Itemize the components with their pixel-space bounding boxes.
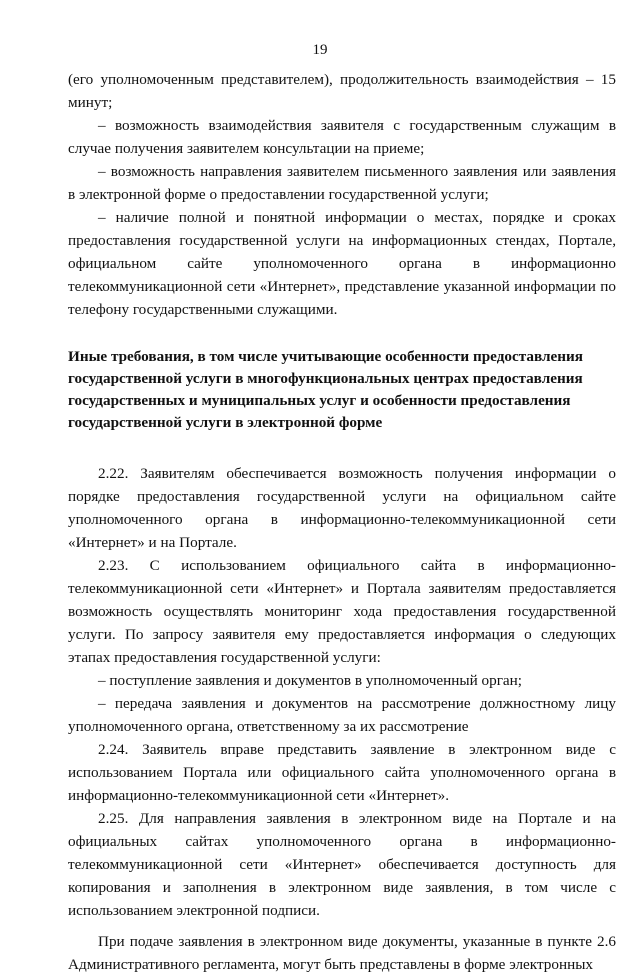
section-gap [68, 321, 616, 346]
section-heading-line: государственных и муниципальных услуг и особенности предоставления [68, 392, 571, 409]
list-item-written-application: – возможность направления заявителем письменного заявления или заявления в электронной форме о предоставлении государственной услуги; [68, 163, 616, 203]
section-heading-line: государственной услуги в электронной форме [68, 414, 383, 431]
section-heading-line: государственной услуги в многофункциональных центрах предоставления [68, 370, 583, 387]
paragraph-electronic-submission: При подаче заявления в электронном виде документы, указанные в пункте 2.6 Административного регламента, могут быть представлены в форме электронных [68, 933, 616, 973]
paragraph-2-22: 2.22. Заявителям обеспечивается возможность получения информации о порядке предоставления государственной услуги на официальном сайте уполномоченного органа в информационно-телекоммуникационной сети «Интернет» и на Портале. [68, 465, 616, 551]
section-heading [68, 346, 616, 434]
paragraph-gap [68, 922, 616, 930]
list-item-submission: – поступление заявления и документов в уполномоченный орган; [98, 672, 523, 689]
paragraph-continuation: (его уполномоченным представителем), продолжительность взаимодействия – 15 минут; [68, 71, 616, 111]
section-heading-line: Иные требования, в том числе учитывающие особенности предоставления [68, 348, 583, 365]
section-gap [68, 434, 616, 462]
paragraph-2-25: 2.25. Для направления заявления в электронном виде на Портале и на официальных сайтах уполномоченного органа в информационно-телекоммуникационной сети «Интернет» обеспечивается доступность для копирования и заполнения в электронном виде заявления, в том числе с использованием электронной подписи. [68, 810, 616, 919]
list-item-consultation: – возможность взаимодействия заявителя с государственным служащим в случае получения заявителем консультации на приеме; [68, 117, 616, 157]
paragraph-2-24: 2.24. Заявитель вправе представить заявление в электронном виде с использованием Портала или официального сайта уполномоченного органа в информационно-телекоммуникационной сети «Интернет». [68, 741, 616, 804]
list-item-transfer: – передача заявления и документов на рассмотрение должностному лицу уполномоченного органа, ответственному за их рассмотрение [68, 695, 616, 735]
document-body [68, 68, 616, 976]
paragraph-2-23: 2.23. С использованием официального сайта в информационно-телекоммуникационной сети «Интернет» и Портала заявителям предоставляется возможность осуществлять мониторинг хода предоставления государственной услуги. По запросу заявителя ему предоставляется информация о следующих этапах предоставления государственной услуги: [68, 557, 616, 666]
list-item-information-availability: – наличие полной и понятной информации о местах, порядке и сроках предоставления государственной услуги на информационных стендах, Портале, официальном сайте уполномоченного органа в информационно телекоммуникационной сети «Интернет», представление указанной информации по телефону государственными служащими. [68, 209, 616, 318]
page-number: 19 [312, 42, 328, 58]
